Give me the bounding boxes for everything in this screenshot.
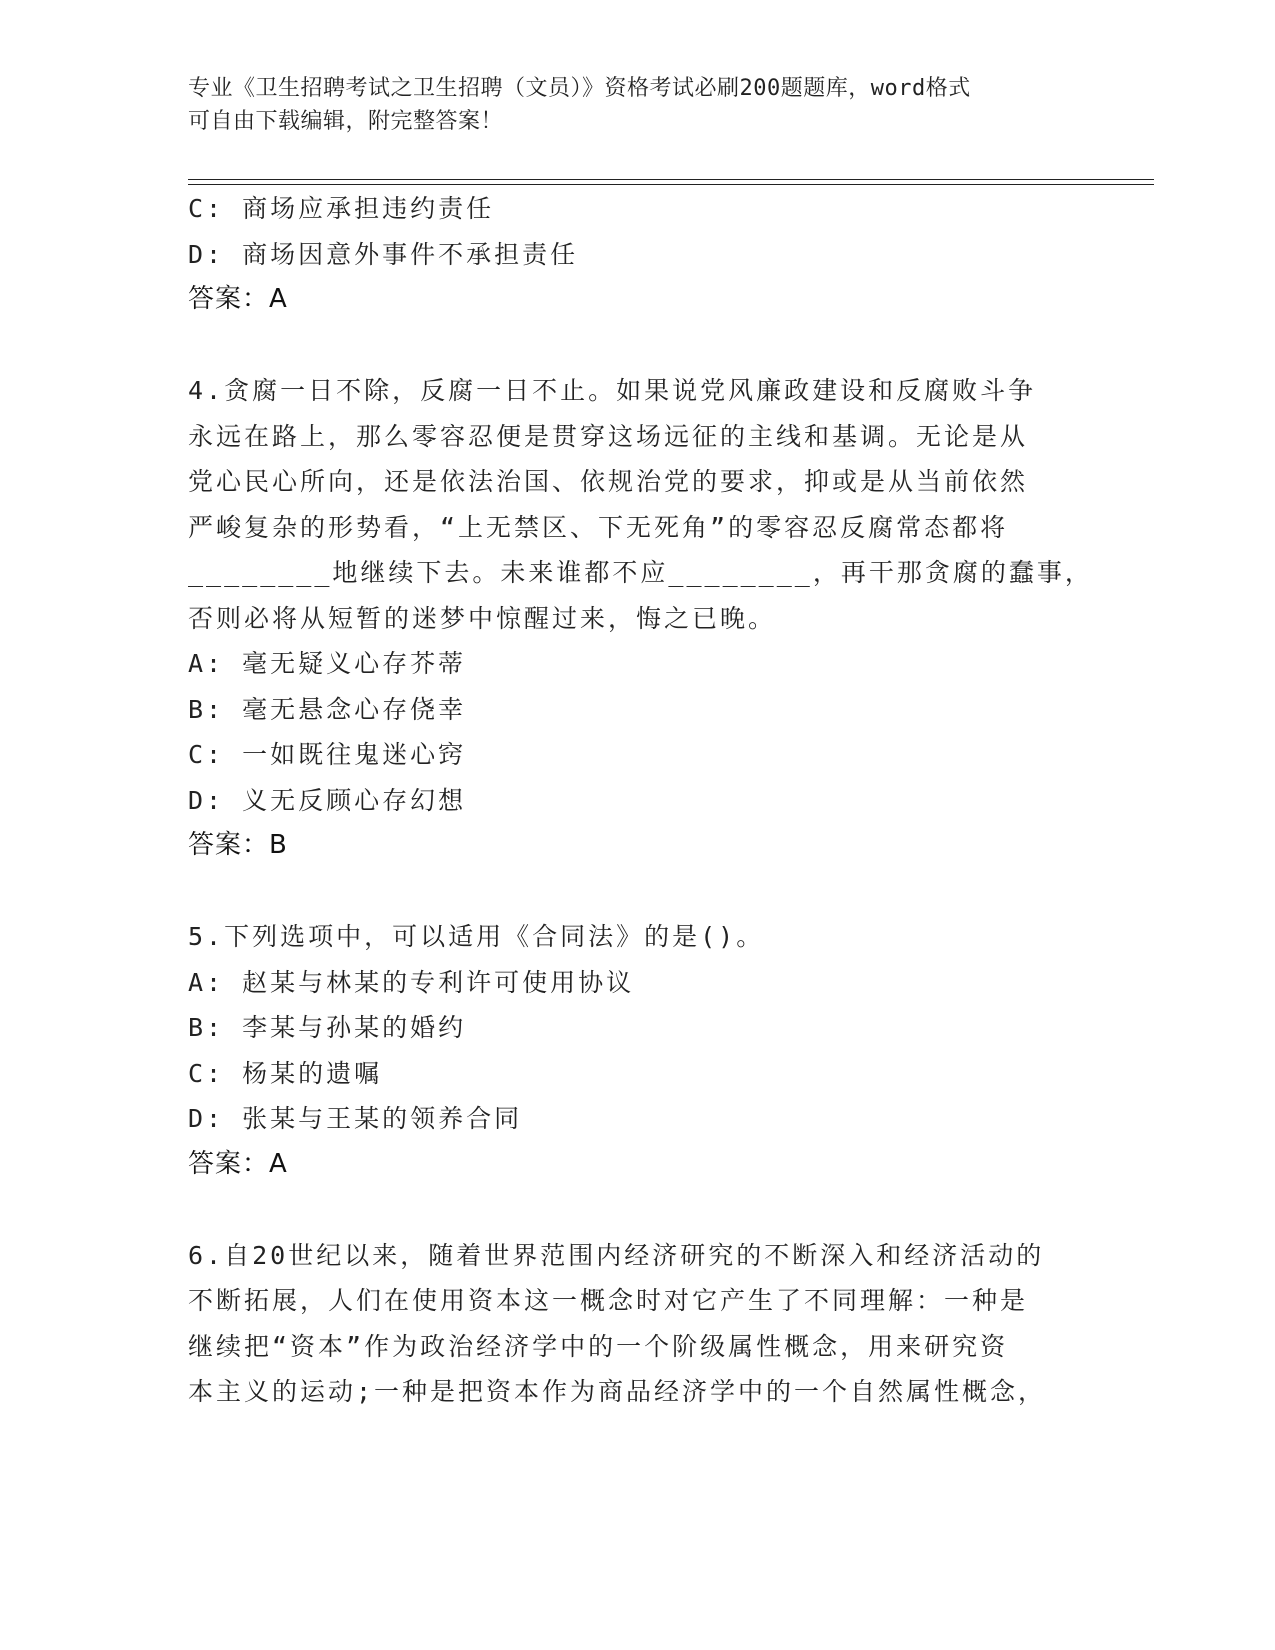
spacer	[188, 1187, 1088, 1233]
spacer	[188, 869, 1088, 915]
q5-option-c: C: 杨某的遗嘱	[188, 1058, 383, 1088]
header-divider-bottom	[188, 184, 1154, 185]
q5-option-b: B: 李某与孙某的婚约	[188, 1013, 467, 1042]
q5-option-a: A: 赵某与林某的专利许可使用协议	[188, 967, 635, 997]
q6-text-line: 本主义的运动;一种是把资本作为商品经济学中的一个自然属性概念，	[188, 1377, 1047, 1406]
q6-text-line: 不断拓展，人们在使用资本这一概念时对它产生了不同理解：一种是	[188, 1286, 1029, 1315]
q4-text-line: 党心民心所向，还是依法治国、依规治党的要求，抑或是从当前依然	[188, 467, 1029, 496]
q4-option-a: A: 毫无疑义心存芥蒂	[188, 649, 467, 678]
q4-text-line: 否则必将从短暂的迷梦中惊醒过来，悔之已晚。	[188, 603, 777, 633]
q4-text-line: 4.贪腐一日不除，反腐一日不止。如果说党风廉政建设和反腐败斗争	[188, 376, 1037, 405]
q6-text-line: 6.自20世纪以来，随着世界范围内经济研究的不断深入和经济活动的	[188, 1240, 1045, 1270]
header-title-line-2: 可自由下载编辑，附完整答案！	[188, 109, 504, 134]
q4-option-b: B: 毫无悬念心存侥幸	[188, 694, 467, 724]
header-divider-top	[188, 179, 1154, 180]
q4-answer: 答案：B	[188, 830, 288, 860]
q4-text-line: ________地继续下去。未来谁都不应________，再干那贪腐的蠢事，	[188, 558, 1093, 587]
q4-text-line: 严峻复杂的形势看，“上无禁区、下无死角”的零容忍反腐常态都将	[188, 512, 1009, 542]
q4-option-c: C: 一如既往鬼迷心窍	[188, 740, 467, 769]
q4-option-d: D: 义无反顾心存幻想	[188, 785, 467, 815]
q5-question: 5.下列选项中，可以适用《合同法》的是()。	[188, 922, 765, 951]
q3-answer: 答案：A	[188, 284, 288, 314]
q4-text-line: 永远在路上，那么零容忍便是贯穿这场远征的主线和基调。无论是从	[188, 421, 1029, 451]
q3-option-d: D: 商场因意外事件不承担责任	[188, 239, 579, 269]
q6-text-line: 继续把“资本”作为政治经济学中的一个阶级属性概念，用来研究资	[188, 1331, 1009, 1361]
document-body	[188, 186, 1093, 1415]
document-header	[188, 72, 1068, 138]
q5-option-d: D: 张某与王某的领养合同	[188, 1104, 523, 1133]
header-title-line-1: 专业《卫生招聘考试之卫生招聘（文员）》资格考试必刷200题题库，word格式	[188, 76, 971, 101]
q5-answer: 答案：A	[188, 1148, 288, 1179]
spacer	[188, 323, 1088, 369]
q3-option-c: C: 商场应承担违约责任	[188, 194, 495, 223]
